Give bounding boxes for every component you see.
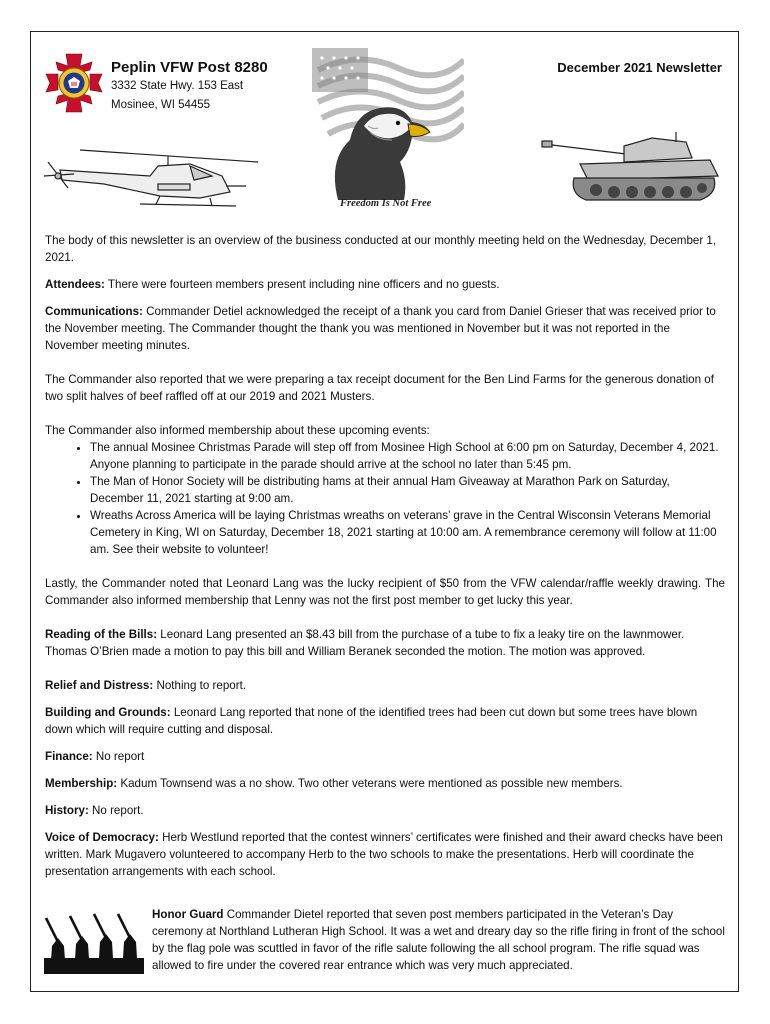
- vfw-emblem-icon: [44, 52, 104, 114]
- newsletter-body: [45, 232, 725, 890]
- tax-receipt-paragraph: The Commander also reported that we were preparing a tax receipt document for the Ben Lind Farms for the generous donation of two split halves of beef raffled off at our 2019 and 2021 Musters.: [45, 373, 714, 403]
- membership-paragraph: Membership: Kadum Townsend was a no show. Two other veterans were mentioned as possible new members.: [45, 777, 623, 790]
- bills-paragraph: Reading of the Bills: Leonard Lang presented an $8.43 bill from the purchase of a tube to fix a leaky tire on the lawnmower. Thomas O’Brien made a motion to pay this bill and William Beranek seconded the motion. The motion was approved.: [45, 628, 685, 658]
- events-list: [45, 439, 725, 558]
- vod-label: Voice of Democracy:: [45, 831, 159, 844]
- building-label: Building and Grounds:: [45, 706, 171, 719]
- address-line-2: Mosinee, WI 54455: [111, 99, 211, 111]
- list-item: • Wreaths Across America will be laying Christmas wreaths on veterans’ grave in the Central Wisconsin Veterans Memorial Cemetery in King, WI on Saturday, December 18, 2021 starting at 10:00 am. A remembrance ceremony will follow at 11:00 am. See their website to volunteer!: [90, 507, 725, 558]
- history-paragraph: History: No report.: [45, 804, 144, 817]
- helicopter-illustration: [40, 140, 260, 216]
- list-item: • The Man of Honor Society will be distributing hams at their annual Ham Giveaway at Marathon Park on Saturday, December 11, 2021 starting at 9:00 am.: [90, 473, 725, 507]
- intro-paragraph: The body of this newsletter is an overview of the business conducted at our monthly meeting held on the Wednesday, December 1, 2021.: [45, 234, 717, 264]
- relief-label: Relief and Distress:: [45, 679, 154, 692]
- post-name: Peplin VFW Post 8280: [111, 59, 268, 76]
- tank-illustration: [540, 128, 722, 212]
- communications-paragraph: Communications: Commander Detiel acknowledged the receipt of a thank you card from Daniel Grieser that was received prior to the November meeting. The Commander thought the thank you was mentioned in November but it was not reported in the November meeting minutes.: [45, 305, 716, 352]
- motto-text: Freedom Is Not Free: [340, 198, 432, 209]
- building-paragraph: Building and Grounds: Leonard Lang reported that none of the identified trees had been cut down but some trees have blown down which will require cutting and disposal.: [45, 706, 698, 736]
- vod-paragraph: Voice of Democracy: Herb Westlund reported that the contest winners’ certificates were finished and their award checks have been written. Mark Mugavero volunteered to accompany Herb to the two schools to make the presentations. Herb will coordinate the presentation arrangements with each school.: [45, 831, 723, 878]
- honor-guard-label: Honor Guard: [152, 908, 224, 921]
- finance-label: Finance:: [45, 750, 93, 763]
- finance-paragraph: Finance: No report: [45, 750, 145, 763]
- events-intro: The Commander also informed membership about these upcoming events:: [45, 424, 430, 437]
- history-label: History:: [45, 804, 89, 817]
- relief-paragraph: Relief and Distress: Nothing to report.: [45, 679, 247, 692]
- list-item: • The annual Mosinee Christmas Parade will step off from Mosinee High School at 6:00 pm on Saturday, December 4, 2021. Anyone planning to participate in the parade should arrive at the school no later than 5:45 pm.: [90, 439, 725, 473]
- eagle-flag-illustration: [308, 40, 464, 200]
- attendees-paragraph: Attendees: There were fourteen members present including nine officers and no guests.: [45, 278, 500, 291]
- honor-guard-paragraph: Honor Guard Commander Dietel reported that seven post members participated in the Veteran’s Day ceremony at Northland Lutheran High School. It was a wet and dreary day so the rifle firing in front of the school by the flag pole was scuttled in favor of the rifle salute following the all school program. The rifle squad was allowed to fire under the covered rear entrance which was very much appreciated.: [152, 908, 725, 972]
- lastly-paragraph: Lastly, the Commander noted that Leonard Lang was the lucky recipient of $50 from the VFW calendar/raffle weekly drawing. The Commander also informed membership that Lenny was not the first post member to get lucky this year.: [45, 577, 725, 607]
- honor-guard-silhouette: [44, 912, 144, 974]
- membership-label: Membership:: [45, 777, 118, 790]
- attendees-label: Attendees:: [45, 278, 105, 291]
- bills-label: Reading of the Bills:: [45, 628, 158, 641]
- newsletter-date: December 2021 Newsletter: [557, 60, 722, 75]
- communications-label: Communications:: [45, 305, 143, 318]
- address-line-1: 3332 State Hwy. 153 East: [111, 80, 244, 92]
